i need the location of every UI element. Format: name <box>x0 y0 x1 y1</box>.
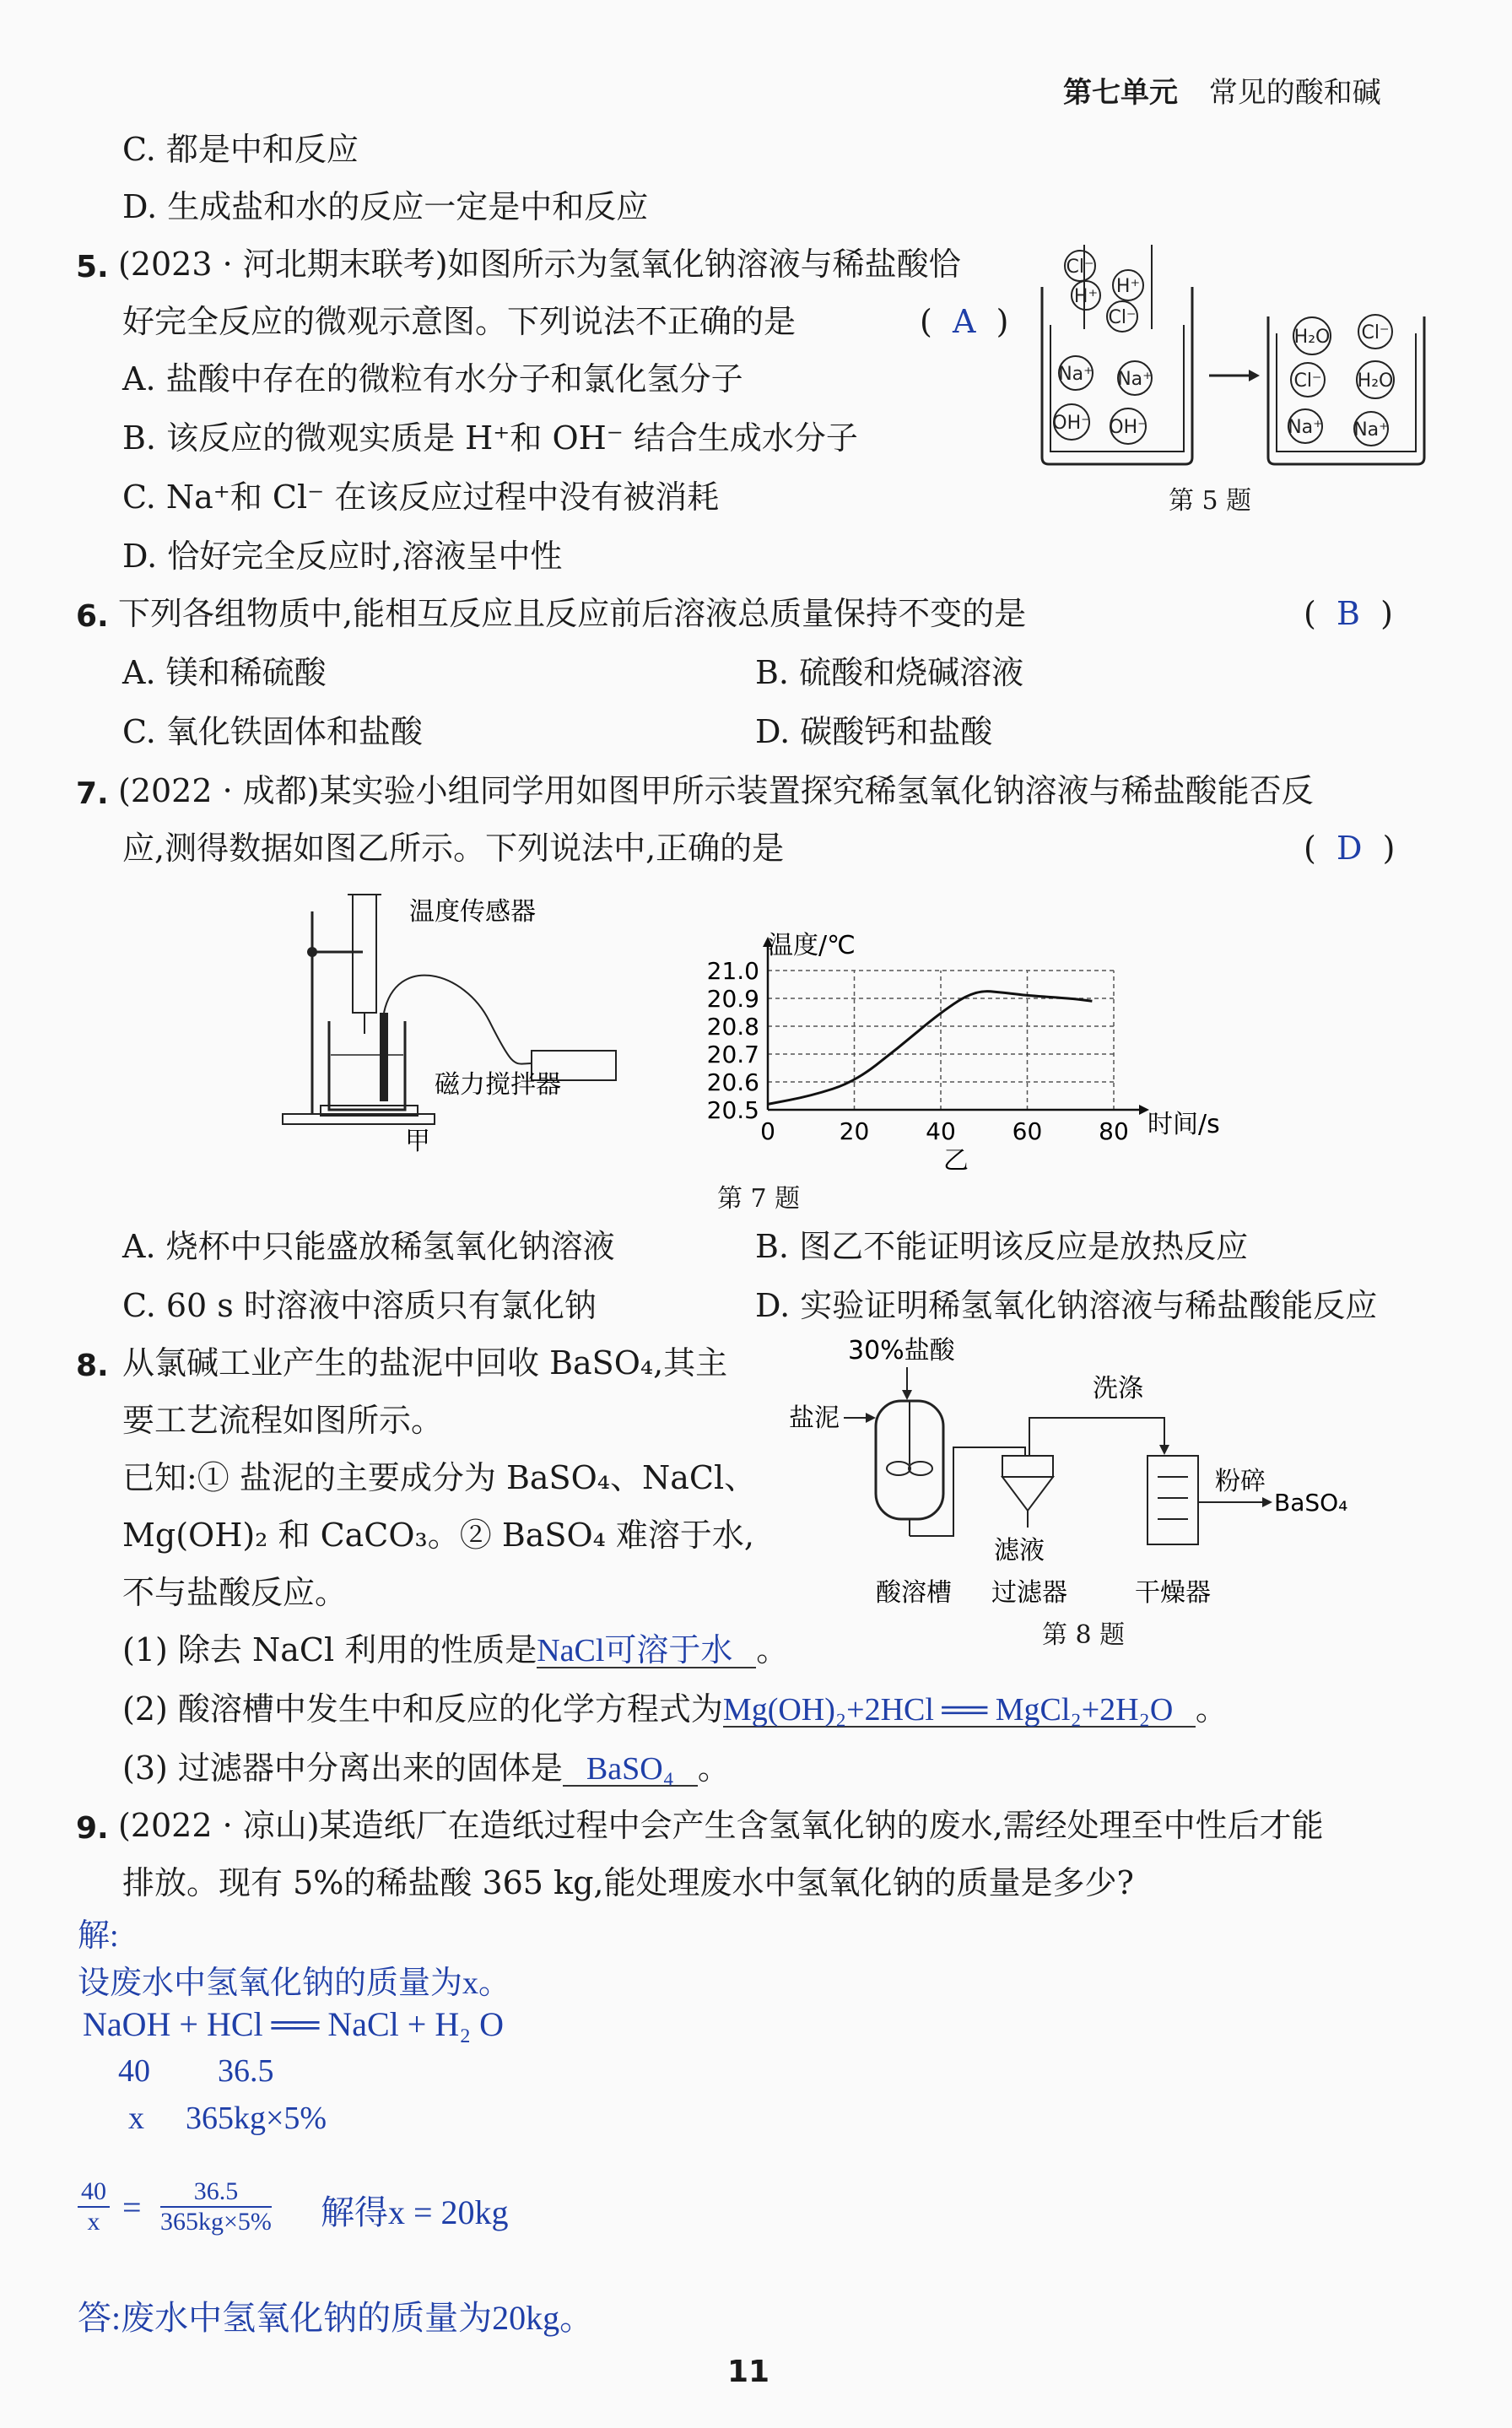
x-tick-label: 20 <box>839 1117 870 1145</box>
q8-line1: 从氯碱工业产生的盐泥中回收 BaSO₄,其主 <box>122 1344 728 1382</box>
label-yi: 乙 <box>943 1146 969 1173</box>
label-stirrer: 磁力搅拌器 <box>435 1070 561 1100</box>
flow-crush-label: 粉碎 <box>1215 1467 1266 1496</box>
q5-option-a: A. 盐酸中存在的微粒有水分子和氯化氢分子 <box>122 360 743 397</box>
q9-line2: 排放。现有 5%的稀盐酸 365 kg,能处理废水中氢氧化钠的质量是多少? <box>122 1864 1134 1901</box>
ion-left-1: H⁺ <box>1073 286 1099 307</box>
q7-stem-line2: 应,测得数据如图乙所示。下列说法中,正确的是 <box>122 830 785 867</box>
fraction-left-num: 40 <box>78 2177 110 2208</box>
x-tick-label: 80 <box>1099 1117 1129 1145</box>
q8-number: 8. <box>76 1349 109 1383</box>
ion-left-2: H⁺ <box>1115 276 1141 297</box>
ion-right-3: H₂O <box>1357 370 1394 392</box>
flow-wash-label: 洗涤 <box>1093 1374 1143 1403</box>
reaction-arrow-icon <box>1249 370 1260 381</box>
ion-left-5: Na⁺ <box>1117 369 1153 390</box>
ion-right-0: H₂O <box>1293 327 1331 348</box>
y-tick-label: 21.0 <box>706 957 759 985</box>
solution-mass-x: x <box>128 2101 144 2136</box>
q8-sub3-suffix: 。 <box>697 1749 730 1787</box>
y-tick-label: 20.8 <box>706 1013 759 1041</box>
q8-sub3-answer: BaSO₄ <box>563 1753 698 1787</box>
flow-acid-label: 30%盐酸 <box>848 1336 955 1365</box>
ion-left-7: OH⁻ <box>1109 417 1148 438</box>
q5-answer-bracket: ( A ) <box>920 303 1009 340</box>
q8-sub1 <box>122 1631 789 1668</box>
fraction-right-num: 36.5 <box>160 2177 272 2208</box>
flow-dryer-label: 干燥器 <box>1135 1578 1211 1608</box>
q6-option-a: A. 镁和稀硫酸 <box>122 654 327 691</box>
solution-label: 解: <box>78 1918 119 1954</box>
q8-line5: 不与盐酸反应。 <box>122 1574 348 1611</box>
ion-left-4: Na⁺ <box>1058 364 1094 385</box>
ion-left-0: Cl⁻ <box>1066 257 1094 278</box>
q8-sub2-suffix: 。 <box>1195 1690 1228 1728</box>
q8-sub3 <box>122 1749 730 1787</box>
q4-option-c: C. 都是中和反应 <box>122 131 359 168</box>
q6-number: 6. <box>76 599 109 634</box>
q9-number: 9. <box>76 1811 109 1846</box>
solution-equation: NaOH + HCl ══ NaCl + H₂ O <box>83 2005 505 2043</box>
right-beaker <box>1268 316 1424 464</box>
q7-apparatus-diagram <box>278 886 633 1165</box>
q5-stem-line1: (2023 · 河北期末联考)如图所示为氢氧化钠溶液与稀盐酸恰 <box>118 246 961 283</box>
label-jia: 甲 <box>405 1127 430 1156</box>
q8-flow-diagram <box>785 1329 1426 1616</box>
q5-option-d: D. 恰好完全反应时,溶液呈中性 <box>122 538 563 575</box>
q6-option-b: B. 硫酸和烧碱溶液 <box>755 654 1024 691</box>
q8-sub2 <box>122 1690 1228 1728</box>
ion-right-1: Cl⁻ <box>1361 322 1390 343</box>
q7-number: 7. <box>76 776 109 811</box>
label-sensor: 温度传感器 <box>409 897 536 927</box>
solution-mass-36-5: 36.5 <box>218 2053 274 2089</box>
flow-tank-label: 酸溶槽 <box>876 1578 952 1608</box>
ion-right-4: Na⁺ <box>1288 417 1323 438</box>
q7-answer-bracket: ( D ) <box>1304 830 1396 867</box>
solution-answer: 答:废水中氢氧化钠的质量为20kg。 <box>78 2299 594 2337</box>
x-tick-label: 40 <box>926 1117 956 1145</box>
burette <box>353 895 376 1013</box>
ion-left-6: OH⁻ <box>1052 413 1091 434</box>
unit-topic: 常见的酸和碱 <box>1208 76 1381 110</box>
q7-option-a: A. 烧杯中只能盛放稀氢氧化钠溶液 <box>122 1228 615 1265</box>
chart-ylabel: 温度/℃ <box>768 931 856 960</box>
q6-answer: B <box>1336 595 1360 632</box>
y-tick-label: 20.9 <box>706 985 759 1013</box>
q7-temperature-chart <box>675 928 1266 1173</box>
q8-caption: 第 8 题 <box>1042 1620 1126 1650</box>
q5-answer: A <box>952 303 976 340</box>
solution-mass-40: 40 <box>118 2053 150 2089</box>
y-tick-label: 20.7 <box>706 1041 759 1068</box>
x-tick-label: 0 <box>760 1117 775 1145</box>
q4-option-d: D. 生成盐和水的反应一定是中和反应 <box>122 188 649 225</box>
fraction-left-den: x <box>87 2208 100 2236</box>
q6-option-c: C. 氧化铁固体和盐酸 <box>122 713 423 750</box>
beaker <box>329 1021 405 1110</box>
flow-filtrate-label: 滤液 <box>994 1536 1045 1565</box>
x-tick-label: 60 <box>1012 1117 1043 1145</box>
ion-right-5: Na⁺ <box>1353 419 1389 441</box>
q5-stem-line2: 好完全反应的微观示意图。下列说法不正确的是 <box>122 303 796 340</box>
dryer <box>1148 1456 1198 1544</box>
flow-filter-label: 过滤器 <box>991 1578 1067 1608</box>
q5-caption: 第 5 题 <box>1169 486 1252 516</box>
q9-line1: (2022 · 凉山)某造纸厂在造纸过程中会产生含氢氧化钠的废水,需经处理至中性后才能 <box>118 1807 1324 1844</box>
q8-line3: 已知:① 盐泥的主要成分为 BaSO₄、NaCl、 <box>122 1459 757 1496</box>
q6-option-d: D. 碳酸钙和盐酸 <box>755 713 993 750</box>
ion-right-2: Cl⁻ <box>1293 370 1322 392</box>
q8-sub3-prefix: (3) 过滤器中分离出来的固体是 <box>122 1749 563 1787</box>
q8-sub2-answer: Mg(OH)₂+2HCl ══ MgCl₂+2H₂O <box>723 1694 1196 1728</box>
filter-funnel <box>1002 1477 1053 1511</box>
q5-number: 5. <box>76 250 109 284</box>
q8-sub1-answer: NaCl可溶于水 <box>537 1635 756 1668</box>
q5-option-c: C. Na⁺和 Cl⁻ 在该反应过程中没有被消耗 <box>122 479 720 516</box>
chart-xlabel: 时间/s <box>1148 1110 1220 1139</box>
q5-micro-diagram <box>1034 236 1430 473</box>
solution-result: 解得x = 20kg <box>321 2193 509 2231</box>
unit-title: 第七单元 <box>1063 76 1178 110</box>
y-tick-label: 20.6 <box>706 1068 759 1096</box>
flow-product-label: BaSO₄ <box>1274 1489 1348 1517</box>
q5-option-b: B. 该反应的微观实质是 H⁺和 OH⁻ 结合生成水分子 <box>122 419 858 457</box>
q8-line2: 要工艺流程如图所示。 <box>122 1402 444 1439</box>
q8-sub2-prefix: (2) 酸溶槽中发生中和反应的化学方程式为 <box>122 1690 723 1728</box>
fraction-equals: = <box>122 2188 142 2226</box>
q7-caption: 第 7 题 <box>717 1184 801 1214</box>
q7-answer: D <box>1336 830 1363 867</box>
q7-option-d: D. 实验证明稀氢氧化钠溶液与稀盐酸能反应 <box>755 1287 1378 1324</box>
solution-set: 设废水中氢氧化钠的质量为x。 <box>78 1966 511 2001</box>
page-header <box>1063 69 1381 111</box>
temperature-sensor <box>380 1013 388 1101</box>
ion-left-3: Cl⁻ <box>1108 307 1137 328</box>
q6-stem: 下列各组物质中,能相互反应且反应前后溶液总质量保持不变的是 <box>118 595 1027 632</box>
q6-answer-bracket: ( B ) <box>1304 595 1393 632</box>
fraction-right-den: 365kg×5% <box>160 2208 272 2236</box>
q8-line4: Mg(OH)₂ 和 CaCO₃。② BaSO₄ 难溶于水, <box>122 1517 754 1554</box>
q8-sub1-suffix: 。 <box>756 1631 789 1668</box>
fraction-right <box>160 2177 272 2236</box>
q8-sub1-prefix: (1) 除去 NaCl 利用的性质是 <box>122 1631 537 1668</box>
y-tick-label: 20.5 <box>706 1096 759 1124</box>
flow-mud-label: 盐泥 <box>789 1403 840 1433</box>
temperature-series-line <box>768 992 1092 1105</box>
solution-mass-given: 365kg×5% <box>186 2101 327 2136</box>
page-number: 11 <box>727 2355 770 2389</box>
q7-stem-line1: (2022 · 成都)某实验小组同学用如图甲所示装置探究稀氢氧化钠溶液与稀盐酸能否反 <box>118 772 1314 809</box>
q7-option-b: B. 图乙不能证明该反应是放热反应 <box>755 1228 1249 1265</box>
filter-body <box>1002 1456 1053 1477</box>
fraction-left <box>78 2177 110 2236</box>
q7-option-c: C. 60 s 时溶液中溶质只有氯化钠 <box>122 1287 597 1324</box>
